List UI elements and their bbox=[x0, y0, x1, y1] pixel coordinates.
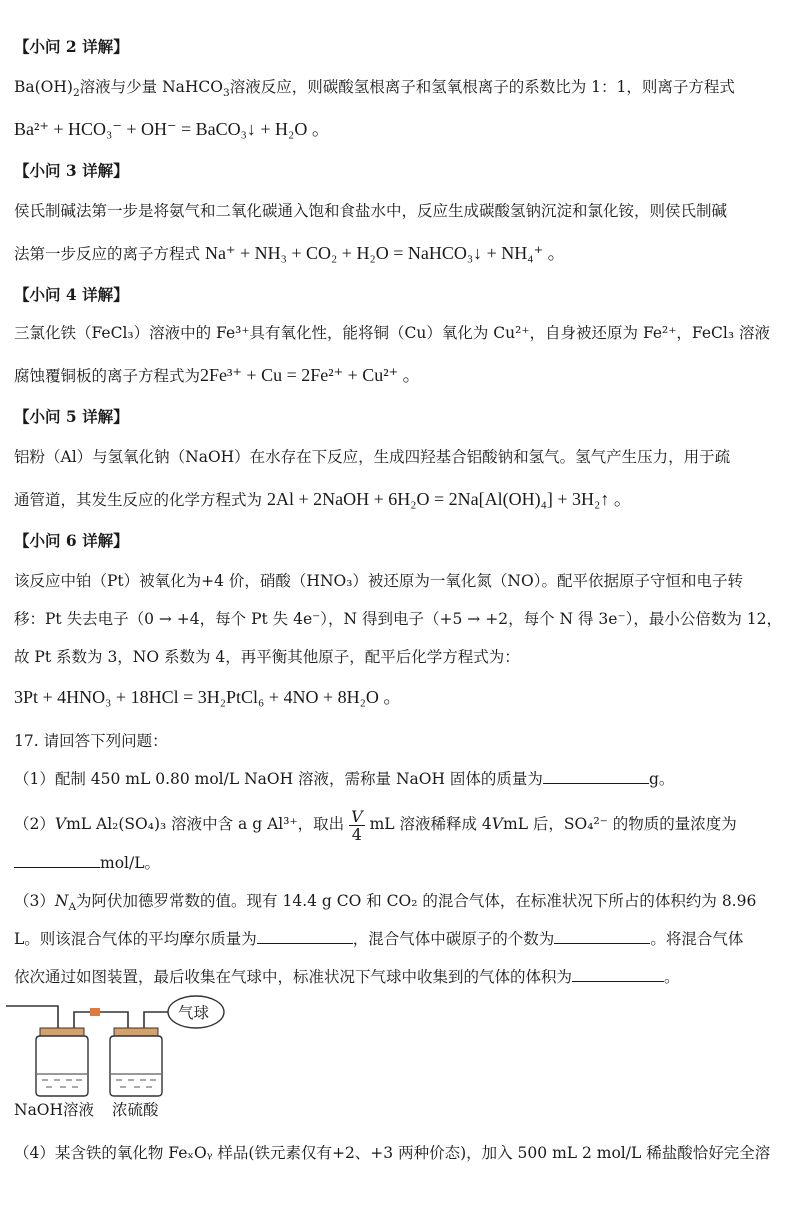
answer-blank-1[interactable] bbox=[543, 769, 649, 784]
q17-part2: （2）VmL Al₂(SO₄)₃ 溶液中含 a g Al³⁺，取出 $\frac{V}{4}$ mL 溶液稀释成 4VmL 后，SO₄²⁻ 的物质的量浓度为 bbox=[14, 806, 737, 844]
q4-heading: 【小问 4 详解】 bbox=[14, 285, 129, 304]
q5-equation: 2Al + 2NaOH + 6H₂O = 2Na[Al(OH)₄] + 3H₂↑ 。 bbox=[266, 489, 632, 509]
balloon-label: 气球 bbox=[178, 1004, 210, 1022]
q2-text: $Ba(OH)_2$溶液与少量 NaHCO$_3$溶液反应，则碳酸氢根离子和氢氧根离子的系数比为 1：1，则离子方程式 bbox=[14, 78, 735, 100]
answer-blank-3[interactable] bbox=[257, 929, 353, 944]
q17-part3-line2: L。则该混合气体的平均摩尔质量为 ，混合气体中碳原子的个数为 。将混合气体 bbox=[14, 930, 744, 948]
q5-text-2: 通管道，其发生反应的化学方程式为 2Al + 2NaOH + 6H₂O = 2Na[Al(OH)₄] + 3H₂↑ 。 bbox=[14, 489, 632, 509]
answer-blank-4[interactable] bbox=[554, 929, 650, 944]
q3-heading: 【小问 3 详解】 bbox=[14, 161, 129, 180]
q17-part2-answer: mol/L。 bbox=[14, 852, 786, 874]
q3-equation: Na⁺ + NH₃ + CO₂ + H₂O = NaHCO₃↓ + NH₄⁺ 。 bbox=[204, 243, 566, 263]
q5-heading: 【小问 5 详解】 bbox=[14, 407, 129, 426]
q5-text-1: 铝粉（Al）与氢氧化钠（NaOH）在水存在下反应，生成四羟基合铝酸钠和氢气。氢气产生压力，用于疏 bbox=[14, 448, 731, 466]
q2-equation: Ba²⁺ + HCO₃⁻ + OH⁻ = BaCO₃↓ + H₂O 。 bbox=[14, 119, 330, 139]
q2-heading: 【小问 2 详解】 bbox=[14, 37, 129, 56]
q6-text-2: 移：Pt 失去电子（0 → +4，每个 Pt 失 4e⁻），N 得到电子（+5 → +2，每个 N 得 3e⁻），最小公倍数为 12， bbox=[14, 610, 783, 628]
q6-equation: 3Pt + 4HNO₃ + 18HCl = 3H₂PtCl₆ + 4NO + 8H₂O 。 bbox=[14, 687, 402, 707]
q3-text-1: 侯氏制碱法第一步是将氨气和二氧化碳通入饱和食盐水中，反应生成碳酸氢钠沉淀和氯化铵，则侯氏制碱 bbox=[14, 202, 728, 220]
q6-text-1: 该反应中铂（Pt）被氧化为+4 价，硝酸（HNO₃）被还原为一氧化氮（NO）。配平依据原子守恒和电子转 bbox=[14, 572, 743, 590]
q4-text-1: 三氯化铁（FeCl₃）溶液中的 Fe³⁺具有氧化性，能将铜（Cu）氧化为 Cu²⁺，自身被还原为 Fe²⁺，FeCl₃ 溶液 bbox=[14, 324, 770, 342]
bottle-sulfuric-acid bbox=[110, 1028, 162, 1096]
q17-part4: （4）某含铁的氧化物 FeₓOᵧ 样品(铁元素仅有+2、+3 两种价态)，加入 500 mL 2 mol/L 稀盐酸恰好完全溶 bbox=[14, 1144, 771, 1162]
q4-equation: 2Fe³⁺ + Cu = 2Fe²⁺ + Cu²⁺ 。 bbox=[200, 365, 421, 385]
q17-part3-line3: 依次通过如图装置，最后收集在气球中，标准状况下气球中收集到的气体的体积为 。 bbox=[14, 968, 680, 986]
q17-title: 17. 请回答下列问题： bbox=[14, 732, 168, 750]
q4-text-2: 腐蚀覆铜板的离子方程式为2Fe³⁺ + Cu = 2Fe²⁺ + Cu²⁺ 。 bbox=[14, 365, 421, 385]
q17-part3-line1: $(3)N_A$为阿伏加德罗常数的值。现有 14.4 g CO 和 CO₂ 的混合气体，在标准状况下所占的体积约为 8.96 bbox=[14, 892, 757, 914]
answer-blank-5[interactable] bbox=[572, 967, 664, 982]
outlet-tube bbox=[144, 1012, 170, 1028]
bottle-naoh bbox=[36, 1028, 88, 1096]
q6-heading: 【小问 6 详解】 bbox=[14, 531, 129, 550]
q6-text-3: 故 Pt 系数为 3，NO 系数为 4，再平衡其他原子，配平后化学方程式为： bbox=[14, 648, 520, 666]
q3-text-2: 法第一步反应的离子方程式 Na⁺ + NH₃ + CO₂ + H₂O = NaHCO₃↓ + NH₄⁺ 。 bbox=[14, 243, 566, 263]
bottle1-label: NaOH溶液 bbox=[14, 1101, 95, 1119]
bottle2-label: 浓硫酸 bbox=[112, 1101, 159, 1119]
v-over-4-fraction: $\frac{V}{4}$ bbox=[351, 806, 363, 844]
q17-part1: （1）配制 450 mL 0.80 mol/L NaOH 溶液，需称量 NaOH 固体的质量为 g。 bbox=[14, 770, 675, 788]
answer-blank-2[interactable] bbox=[14, 853, 100, 868]
rubber-joint bbox=[90, 1008, 100, 1016]
